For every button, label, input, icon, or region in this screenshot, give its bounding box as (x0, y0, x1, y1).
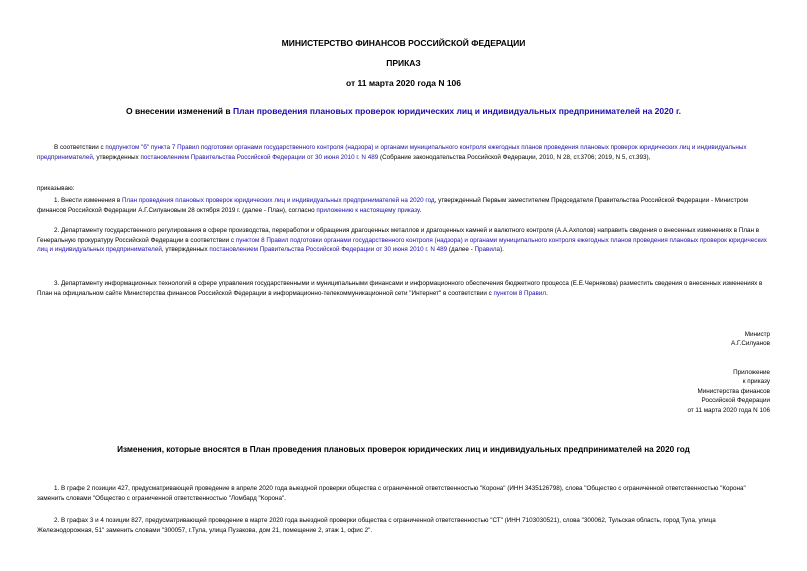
item-1-text-1: 1. Внести изменения в (54, 197, 122, 204)
rules-link[interactable]: Правила (474, 246, 501, 254)
title-prefix: О внесении изменений в (125, 106, 233, 116)
item-3-text-2: . (546, 289, 548, 297)
signature-block (731, 330, 770, 349)
appendix-line-5: от 11 марта 2020 года N 106 (687, 406, 770, 414)
doc-type-heading: ПРИКАЗ (386, 58, 421, 68)
preamble-text-2: , утвержденных (92, 153, 141, 161)
order-word: приказываю: (37, 185, 75, 192)
rules-point-8-link-2[interactable]: пунктом 8 Правил (493, 289, 547, 297)
appendix-line-4: Российской Федерации (701, 397, 770, 405)
item-1-paragraph (37, 196, 770, 215)
preamble-text-3: (Собрание законодательства Российской Федерации, 2010, N 28, ст.3706; 2019, N 5, ст.393), (378, 153, 651, 161)
rules-subpoint-link[interactable]: подпунктом "б" пункта 7 Правил подготовки органами государственного контроля (надзора) и органами муниципального контроля ежегодных планов проведения плановых проверок юридических лиц и индивидуальных предпринимателей (37, 144, 747, 161)
change-1-paragraph: 1. В графе 2 позиции 427, предусматривающей проведение в апреле 2020 года выездной проверки общества с ограниченной ответственностью "Корона" (ИНН 3435126798), слова "Общество с ограниченной ответственностью "Корона" заменить словами "Общество с ограниченной ответственностью "Ломбард "Корона". (37, 485, 746, 502)
preamble-paragraph (37, 143, 770, 162)
date-number-heading: от 11 марта 2020 года N 106 (345, 78, 462, 88)
item-1-text-2: , утвержденный Первым заместителем Председателя Правительства Российской Федерации - Министром финансов Российской Федерации А.Г.Силуановым 28 октября 2019 г. (далее - План), согласно (37, 197, 748, 214)
signature-position: Министр (744, 331, 770, 338)
changes-title: Изменения, которые вносятся в План проведения плановых проверок юридических лиц и индивидуальных предпринимателей на 2020 год (117, 445, 690, 454)
item-2-text-3: (далее - (447, 246, 475, 254)
appendix-link[interactable]: приложению к настоящему приказу (316, 206, 420, 214)
document-title (0, 106, 807, 116)
signature-name: А.Г.Силуанов (731, 340, 770, 348)
plan-2020-link[interactable]: План проведения плановых проверок юридических лиц и индивидуальных предпринимателей на 2020 год (121, 197, 435, 204)
appendix-line-1: Приложение (733, 369, 770, 376)
preamble-text-1: В соответствии с (54, 144, 106, 151)
item-3-paragraph (37, 279, 770, 298)
item-2-text-4: ). (500, 246, 504, 254)
resolution-link-2[interactable]: постановлением Правительства Российской Федерации от 30 июня 2010 г. N 489 (209, 246, 448, 254)
item-3-text-1: 3. Департаменту информационных технологий в сфере управления государственными и муниципальными финансами и информационного обеспечения бюджетного процесса (Е.Е.Чернякова) разместить сведения о внесенных изменениях в План на официальном сайте Министерства финансов Российской Федерации в информационно-телекоммуникационной сети "Интернет" в соответствии с (37, 280, 763, 297)
ministry-heading: МИНИСТЕРСТВО ФИНАНСОВ РОССИЙСКОЙ ФЕДЕРАЦИИ (281, 38, 526, 48)
item-2-text-1: 2. Департаменту государственного регулирования в сфере производства, переработки и обращения драгоценных металлов и драгоценных камней и валютного контроля (А.А.Ахполов) направить сведения о внесенных изменениях в План в Генеральную прокуратуру Российской Федерации в соответствии с (37, 227, 760, 244)
rules-point-8-link[interactable]: пунктом 8 Правил подготовки органами государственного контроля (надзора) и органами муниципального контроля ежегодных планов проведения плановых проверок юридических лиц и индивидуальных предпринимателей (37, 236, 767, 254)
appendix-line-3: Министерства финансов (697, 387, 770, 395)
plan-link[interactable]: План проведения плановых проверок юридических лиц и индивидуальных предпринимателей на 2020 г. (232, 106, 682, 116)
appendix-line-2: к приказу (742, 378, 770, 386)
appendix-header (687, 368, 770, 415)
item-1-text-3: . (419, 206, 422, 214)
item-2-paragraph (37, 226, 770, 255)
resolution-link[interactable]: постановлением Правительства Российской Федерации от 30 июня 2010 г. N 489 (140, 153, 379, 161)
change-2-paragraph: 2. В графах 3 и 4 позиции 827, предусматривающей проведение в марте 2020 года выездной проверки общества с ограниченной ответственностью "СТ" (ИНН 7103030521), слова "300062, Тульская область, город Тула, улица Железнодорожная, 51" заменить словами "300057, г.Тула, улица Пузакова, дом 21, помещение 2, этаж 1, офис 2". (37, 517, 716, 534)
item-2-text-2: , утвержденных (161, 246, 210, 254)
